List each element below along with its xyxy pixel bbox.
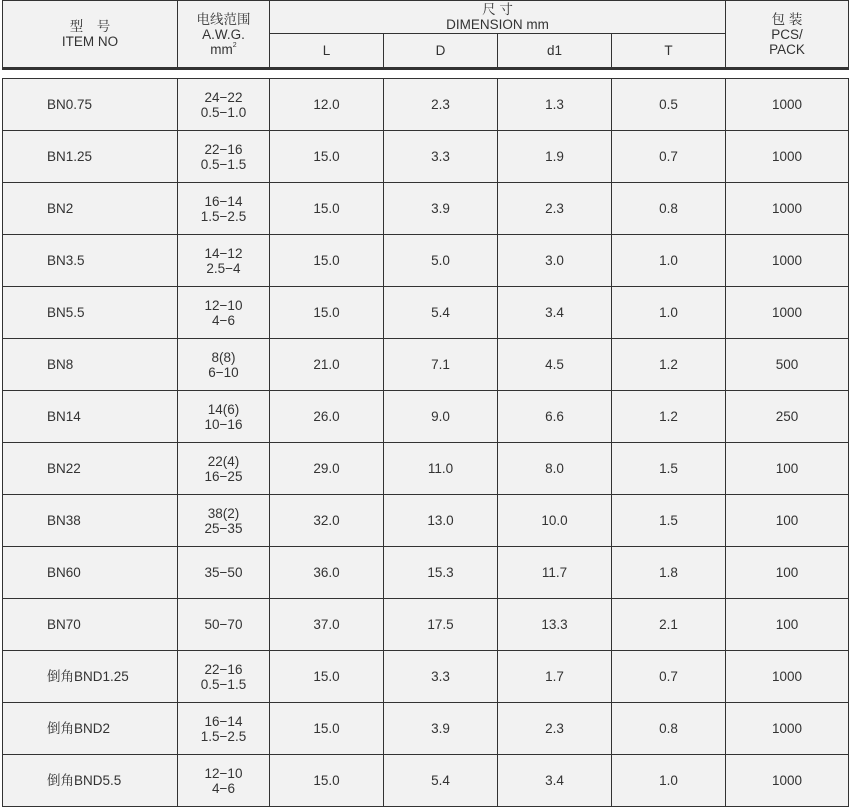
dim-T-cell: 0.7 <box>612 651 726 703</box>
dim-T-cell: 0.5 <box>612 79 726 131</box>
dim-D-cell: 3.3 <box>384 131 498 183</box>
dim-d1-cell: 11.7 <box>498 547 612 599</box>
pack-cell: 250 <box>726 391 849 443</box>
table-row <box>3 495 849 547</box>
dim-d1-cell: 3.0 <box>498 235 612 287</box>
table-row <box>3 547 849 599</box>
header-item-en: ITEM NO <box>61 34 119 49</box>
item-no-cell: BN14 <box>3 391 178 443</box>
item-no-cell: BN3.5 <box>3 235 178 287</box>
dim-L-cell: 15.0 <box>270 131 384 183</box>
dim-T-cell: 0.7 <box>612 131 726 183</box>
item-no-cell: BN8 <box>3 339 178 391</box>
dim-d1-cell: 13.3 <box>498 599 612 651</box>
pack-cell: 1000 <box>726 131 849 183</box>
dim-L-cell: 15.0 <box>270 755 384 807</box>
dim-L-cell: 15.0 <box>270 183 384 235</box>
wire-awg: 16−14 <box>204 713 243 729</box>
item-no-cell: BN22 <box>3 443 178 495</box>
header-dim-L: L <box>270 34 384 69</box>
wire-mm: 4−6 <box>212 780 235 796</box>
header-dim-d1: d1 <box>498 34 612 69</box>
dim-L-cell: 15.0 <box>270 235 384 287</box>
wire-range-cell <box>178 443 270 495</box>
wire-range-cell <box>178 651 270 703</box>
dim-d1-cell: 1.9 <box>498 131 612 183</box>
item-no-cell: 倒角BND1.25 <box>3 651 178 703</box>
header-dim-cn: 尺 寸 <box>482 2 513 17</box>
item-no-cell: BN2 <box>3 183 178 235</box>
table-row <box>3 755 849 807</box>
table-row <box>3 443 849 495</box>
table-body <box>3 79 849 807</box>
dim-D-cell: 3.9 <box>384 703 498 755</box>
dim-T-cell: 1.0 <box>612 235 726 287</box>
header-divider <box>3 69 849 79</box>
wire-range-cell <box>178 755 270 807</box>
item-no-cell: BN1.25 <box>3 131 178 183</box>
table-row <box>3 703 849 755</box>
dim-T-cell: 1.0 <box>612 755 726 807</box>
wire-mm: 1.5−2.5 <box>200 208 247 224</box>
dim-T-cell: 2.1 <box>612 599 726 651</box>
dim-D-cell: 7.1 <box>384 339 498 391</box>
pack-cell: 1000 <box>726 183 849 235</box>
dim-D-cell: 3.3 <box>384 651 498 703</box>
wire-range-cell <box>178 703 270 755</box>
dim-L-cell: 15.0 <box>270 287 384 339</box>
header-wire-unit <box>178 42 269 57</box>
dim-L-cell: 15.0 <box>270 703 384 755</box>
table-row <box>3 651 849 703</box>
wire-range-cell <box>178 547 270 599</box>
table-row <box>3 79 849 131</box>
table-row <box>3 131 849 183</box>
item-no-cell: BN70 <box>3 599 178 651</box>
header-pack-en2: PACK <box>769 41 805 57</box>
wire-mm: 0.5−1.5 <box>200 676 247 692</box>
wire-awg: 35−50 <box>204 565 243 580</box>
dim-D-cell: 5.4 <box>384 287 498 339</box>
wire-awg: 22−16 <box>204 661 243 677</box>
wire-awg: 12−10 <box>204 297 243 313</box>
wire-awg: 50−70 <box>204 617 243 632</box>
wire-mm: 6−10 <box>208 364 239 380</box>
header-dimension <box>270 1 726 34</box>
wire-mm: 1.5−2.5 <box>200 728 247 744</box>
pack-cell: 100 <box>726 443 849 495</box>
item-no-cell: 倒角BND2 <box>3 703 178 755</box>
dim-L-cell: 37.0 <box>270 599 384 651</box>
table-row <box>3 599 849 651</box>
wire-awg: 14−12 <box>204 245 243 261</box>
dim-d1-cell: 2.3 <box>498 183 612 235</box>
wire-range-cell <box>178 339 270 391</box>
wire-range-cell <box>178 183 270 235</box>
dim-T-cell: 1.5 <box>612 495 726 547</box>
wire-mm: 16−25 <box>204 468 243 484</box>
table-row <box>3 235 849 287</box>
wire-awg: 16−14 <box>204 193 243 209</box>
dim-T-cell: 0.8 <box>612 703 726 755</box>
dim-d1-cell: 6.6 <box>498 391 612 443</box>
wire-range-cell <box>178 235 270 287</box>
wire-mm: 0.5−1.5 <box>200 156 247 172</box>
pack-cell: 1000 <box>726 79 849 131</box>
dim-d1-cell: 3.4 <box>498 755 612 807</box>
header-dim-D: D <box>384 34 498 69</box>
wire-range-cell <box>178 287 270 339</box>
wire-awg: 38(2) <box>207 505 240 521</box>
dim-L-cell: 15.0 <box>270 651 384 703</box>
dim-d1-cell: 2.3 <box>498 703 612 755</box>
dim-D-cell: 15.3 <box>384 547 498 599</box>
header-item-no <box>3 1 178 69</box>
dim-L-cell: 21.0 <box>270 339 384 391</box>
pack-cell: 100 <box>726 547 849 599</box>
spec-table-container <box>2 0 848 808</box>
header-pack-en1: PCS/ <box>771 26 803 42</box>
wire-range-cell <box>178 79 270 131</box>
wire-range-cell <box>178 131 270 183</box>
pack-cell: 500 <box>726 339 849 391</box>
pack-cell: 1000 <box>726 287 849 339</box>
dim-T-cell: 1.8 <box>612 547 726 599</box>
wire-awg: 8(8) <box>211 349 236 365</box>
dim-d1-cell: 1.7 <box>498 651 612 703</box>
dim-T-cell: 1.0 <box>612 287 726 339</box>
header-divider-cell <box>3 69 849 79</box>
dim-D-cell: 9.0 <box>384 391 498 443</box>
wire-mm: 4−6 <box>212 312 235 328</box>
header-wire-awg: A.W.G. <box>202 26 245 42</box>
dim-L-cell: 29.0 <box>270 443 384 495</box>
dim-T-cell: 1.2 <box>612 391 726 443</box>
wire-range-cell <box>178 391 270 443</box>
item-no-cell: BN0.75 <box>3 79 178 131</box>
dim-L-cell: 32.0 <box>270 495 384 547</box>
table-row <box>3 339 849 391</box>
wire-mm: 2.5−4 <box>206 260 241 276</box>
spec-table <box>2 0 849 807</box>
dim-d1-cell: 10.0 <box>498 495 612 547</box>
wire-mm: 25−35 <box>204 520 243 536</box>
dim-D-cell: 2.3 <box>384 79 498 131</box>
dim-d1-cell: 8.0 <box>498 443 612 495</box>
dim-T-cell: 1.5 <box>612 443 726 495</box>
item-no-cell: BN5.5 <box>3 287 178 339</box>
pack-cell: 1000 <box>726 755 849 807</box>
wire-mm: 10−16 <box>204 416 243 432</box>
dim-D-cell: 17.5 <box>384 599 498 651</box>
table-row <box>3 183 849 235</box>
header-pack <box>726 1 849 69</box>
wire-awg: 22(4) <box>207 453 240 469</box>
pack-cell: 1000 <box>726 235 849 287</box>
wire-awg: 24−22 <box>204 89 243 105</box>
dim-D-cell: 11.0 <box>384 443 498 495</box>
wire-range-cell <box>178 495 270 547</box>
item-no-cell: 倒角BND5.5 <box>3 755 178 807</box>
pack-cell: 100 <box>726 495 849 547</box>
header-wire-unit-text: mm <box>210 41 233 57</box>
item-no-cell: BN38 <box>3 495 178 547</box>
dim-T-cell: 1.2 <box>612 339 726 391</box>
table-header <box>3 1 849 79</box>
pack-cell: 1000 <box>726 703 849 755</box>
table-row <box>3 391 849 443</box>
wire-mm: 0.5−1.0 <box>200 104 247 120</box>
header-wire-range <box>178 1 270 69</box>
dim-T-cell: 0.8 <box>612 183 726 235</box>
pack-cell: 100 <box>726 599 849 651</box>
wire-awg: 22−16 <box>204 141 243 157</box>
dim-L-cell: 36.0 <box>270 547 384 599</box>
item-no-cell: BN60 <box>3 547 178 599</box>
dim-d1-cell: 1.3 <box>498 79 612 131</box>
dim-D-cell: 3.9 <box>384 183 498 235</box>
header-pack-cn: 包 装 <box>771 11 803 27</box>
dim-d1-cell: 3.4 <box>498 287 612 339</box>
header-dim-T: T <box>612 34 726 69</box>
header-dim-en: DIMENSION mm <box>446 17 549 32</box>
dim-D-cell: 5.0 <box>384 235 498 287</box>
dim-L-cell: 12.0 <box>270 79 384 131</box>
table-row <box>3 287 849 339</box>
header-item-cn: 型 号 <box>69 19 111 34</box>
pack-cell: 1000 <box>726 651 849 703</box>
wire-awg: 12−10 <box>204 765 243 781</box>
header-wire-cn: 电线范围 <box>196 11 251 27</box>
dim-D-cell: 13.0 <box>384 495 498 547</box>
wire-range-cell <box>178 599 270 651</box>
wire-awg: 14(6) <box>207 401 240 417</box>
header-wire-unit-sup: 2 <box>232 41 237 49</box>
dim-D-cell: 5.4 <box>384 755 498 807</box>
dim-L-cell: 26.0 <box>270 391 384 443</box>
dim-d1-cell: 4.5 <box>498 339 612 391</box>
